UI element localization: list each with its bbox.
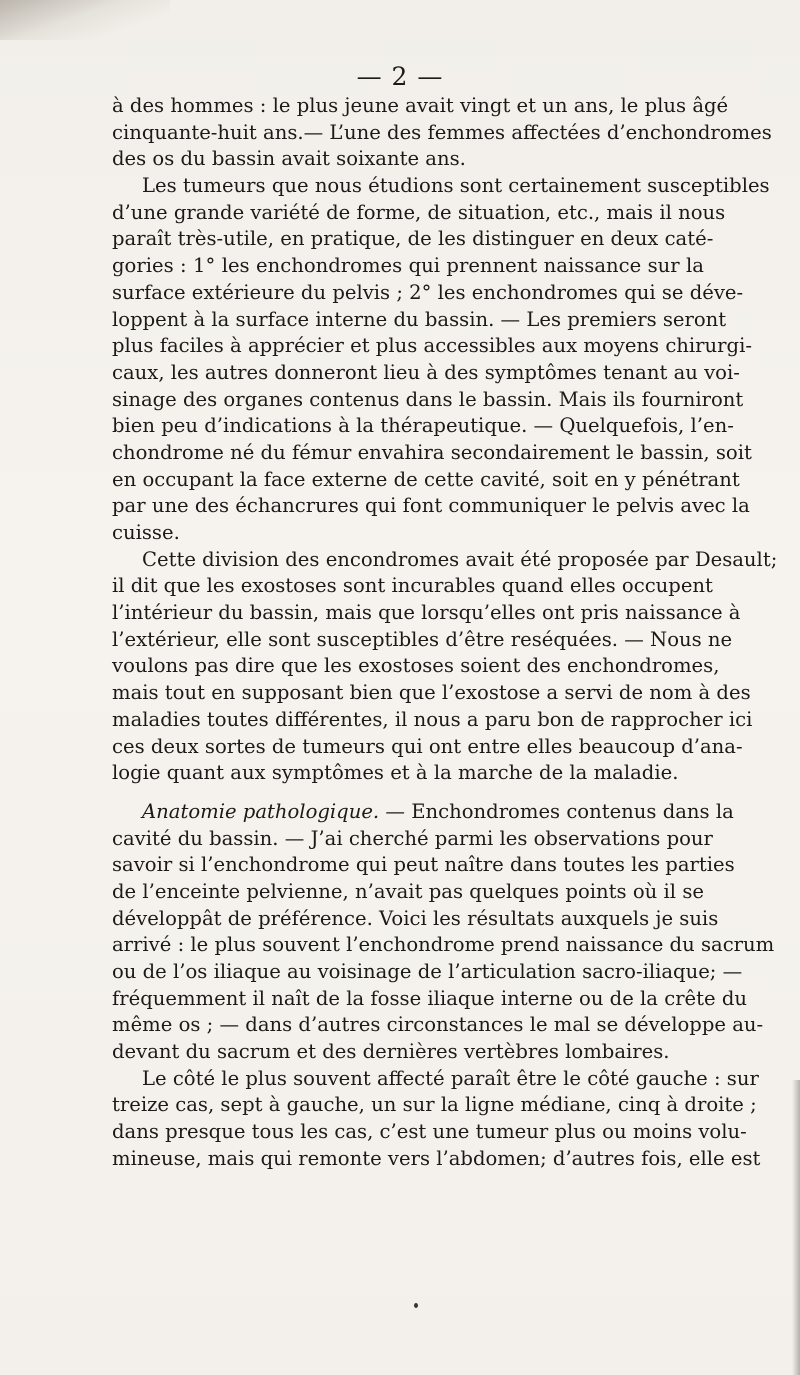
text-line: il dit que les exostoses sont incurables quand elles occupent (112, 574, 713, 598)
paragraph (112, 1066, 761, 1173)
text-line: Les tumeurs que nous étudions sont certainement susceptibles (142, 174, 770, 198)
text-line: voulons pas dire que les exostoses soient des enchondromes, (112, 654, 720, 678)
section-gap (112, 787, 704, 799)
text-line: en occupant la face externe de cette cavité, soit en y pénétrant (112, 467, 740, 491)
text-line: maladies toutes différentes, il nous a paru bon de rapprocher ici (112, 707, 753, 731)
text-line: développât de préférence. Voici les résultats auxquels je suis (112, 906, 719, 930)
text-line: treize cas, sept à gauche, un sur la ligne médiane, cinq à droite ; (112, 1093, 757, 1117)
paragraph (112, 173, 770, 547)
ink-speck (414, 1303, 418, 1308)
paragraph (112, 93, 772, 173)
text-line: même os ; — dans d’autres circonstances le mal se développe au- (112, 1013, 764, 1037)
text-line: savoir si l’enchondrome qui peut naître dans toutes les parties (112, 853, 735, 877)
paragraph (112, 547, 778, 787)
text-line: bien peu d’indications à la thérapeutique. — Quelquefois, l’en- (112, 414, 734, 438)
section-heading: Anatomie pathologique. (142, 799, 380, 823)
text-line: ou de l’os iliaque au voisinage de l’articulation sacro-iliaque; — (112, 960, 743, 983)
page-corner-shadow (0, 0, 170, 40)
text-line: surface extérieure du pelvis ; 2° les enchondromes qui se déve- (112, 280, 744, 304)
text-line: d’une grande variété de forme, de situation, etc., mais il nous (112, 200, 726, 224)
page-number: — 2 — (356, 62, 444, 91)
text-line: paraît très-utile, en pratique, de les distinguer en deux caté- (112, 227, 714, 251)
text-line: l’intérieur du bassin, mais que lorsqu’elles ont pris naissance à (112, 601, 741, 625)
text-line: Le côté le plus souvent affecté paraît être le côté gauche : sur (142, 1066, 759, 1090)
text-line: dans presque tous les cas, c’est une tumeur plus ou moins volu- (112, 1120, 747, 1144)
text-line: logie quant aux symptômes et à la marche de la maladie. (112, 761, 679, 785)
text-line: sinage des organes contenus dans le bassin. Mais ils fourniront (112, 387, 744, 411)
text-line: arrivé : le plus souvent l’enchondrome prend naissance du sacrum (112, 933, 775, 957)
text-line: plus faciles à apprécier et plus accessibles aux moyens chirurgi- (112, 334, 752, 358)
text-line: cavité du bassin. — J’ai cherché parmi les observations pour (112, 826, 713, 850)
text-line: l’extérieur, elle sont susceptibles d’être reséquées. — Nous ne (112, 627, 733, 651)
heading-rest: — Enchondromes contenus dans la (379, 799, 734, 823)
text-line: par une des échancrures qui font communiquer le pelvis avec la (112, 494, 750, 518)
text-line: chondrome né du fémur envahira secondairement le bassin, soit (112, 440, 752, 464)
text-line: mineuse, mais qui remonte vers l’abdomen; d’autres fois, elle est (112, 1146, 761, 1170)
text-line: devant du sacrum et des dernières vertèbres lombaires. (112, 1040, 670, 1064)
text-line: loppent à la surface interne du bassin. — Les premiers seront (112, 307, 727, 331)
text-line: cinquante-huit ans.— L’une des femmes affectées d’enchondromes (112, 120, 772, 144)
page-edge-shadow (792, 1080, 800, 1375)
text-line: gories : 1° les enchondromes qui prennent naissance sur la (112, 254, 704, 278)
text-line: des os du bassin avait soixante ans. (112, 147, 466, 171)
text-line: à des hommes : le plus jeune avait vingt et un ans, le plus âgé (112, 94, 729, 117)
text-line: caux, les autres donneront lieu à des symptômes tenant au voi- (112, 360, 740, 384)
text-line: mais tout en supposant bien que l’exostose a servi de nom à des (112, 681, 751, 705)
text-line: ces deux sortes de tumeurs qui ont entre elles beaucoup d’ana- (112, 734, 743, 758)
body-text (112, 93, 778, 1173)
text-line: fréquemment il naît de la fosse iliaque interne ou de la crête du (112, 986, 748, 1010)
text-line: cuisse. (112, 521, 180, 544)
text-line: de l’enceinte pelvienne, n’avait pas quelques points où il se (112, 879, 704, 903)
paragraph (112, 799, 775, 1066)
text-line (112, 799, 734, 826)
text-line: Cette division des encondromes avait été proposée par Desault; (142, 547, 778, 571)
